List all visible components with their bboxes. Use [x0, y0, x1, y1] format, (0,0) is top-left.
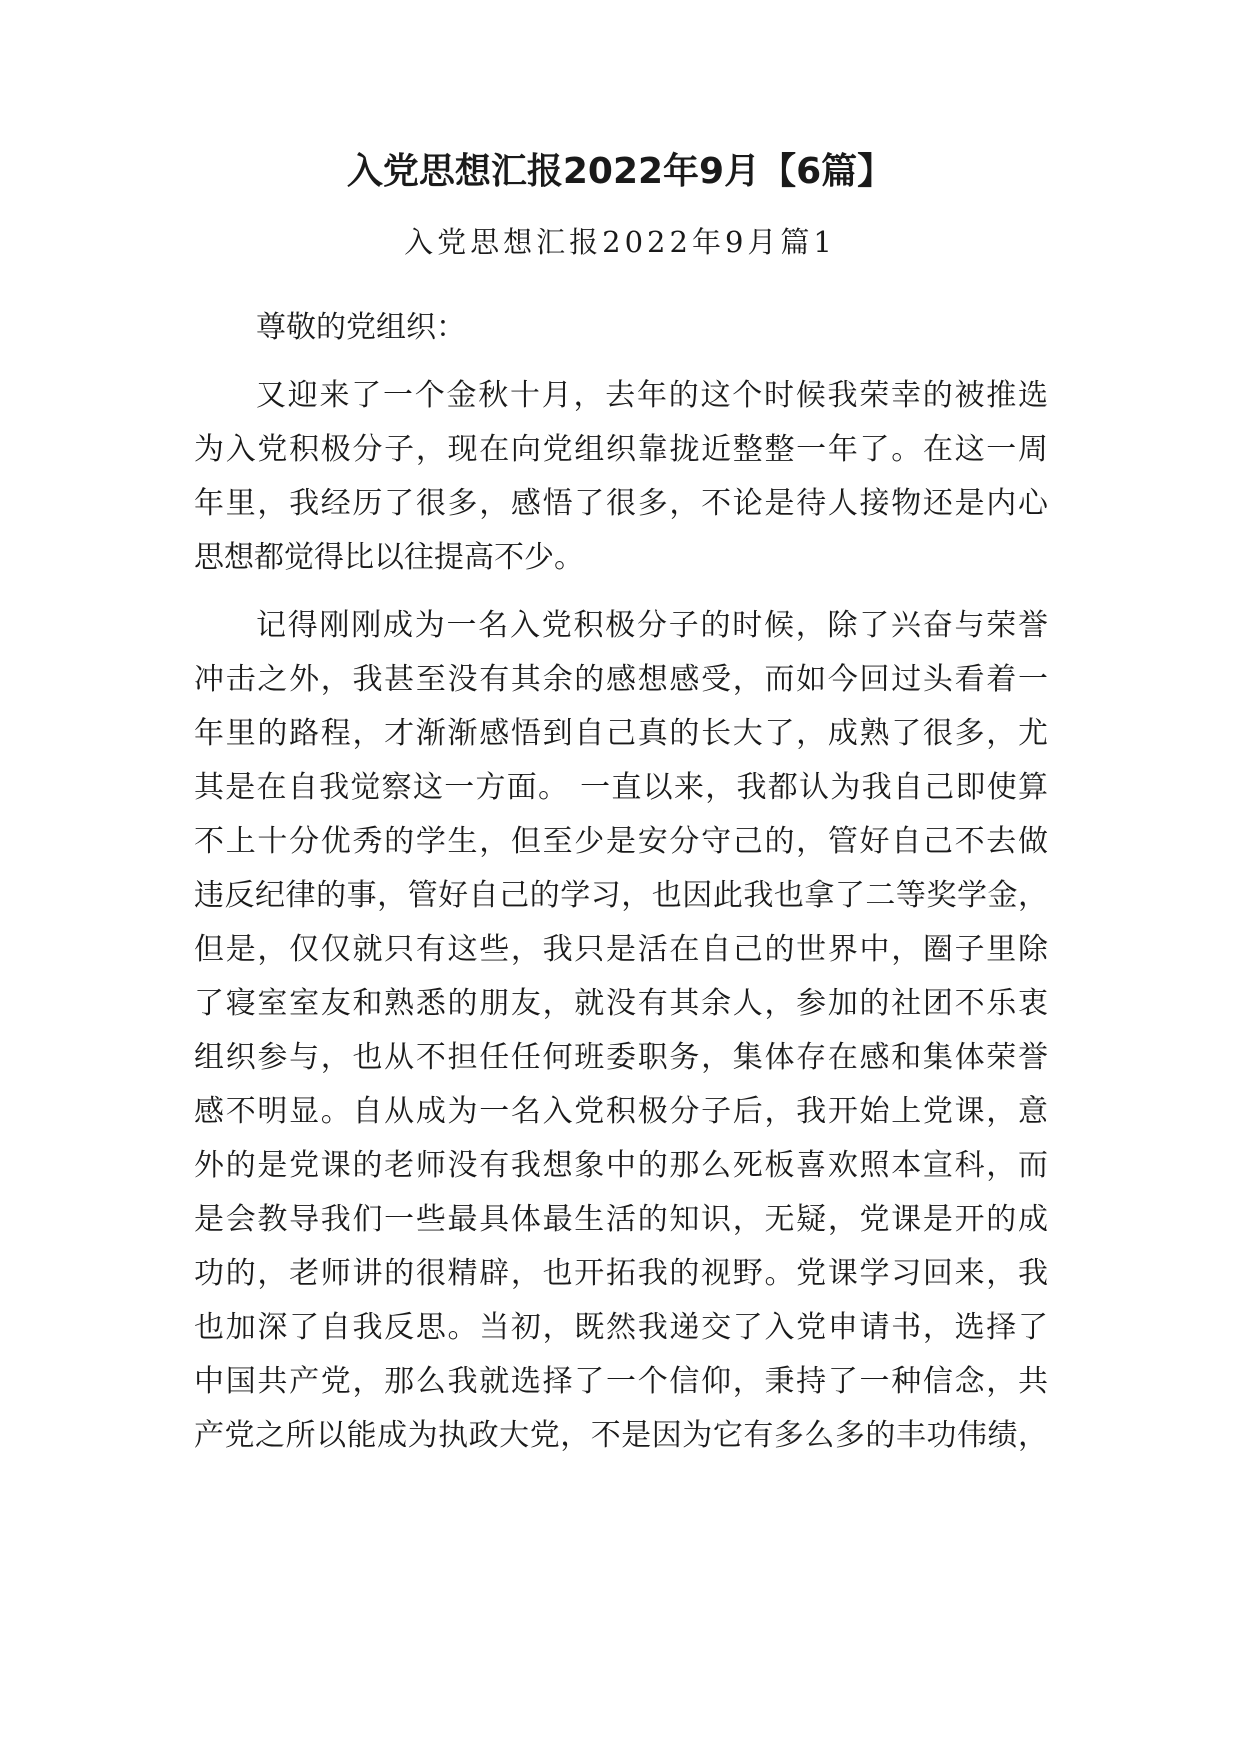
paragraph-line: 但是，仅仅就只有这些，我只是活在自己的世界中，圈子里除 [194, 932, 1048, 967]
paragraph-line: 感不明显。自从成为一名入党积极分子后，我开始上党课，意 [194, 1094, 1048, 1129]
paragraph-line: 违反纪律的事，管好自己的学习，也因此我也拿了二等奖学金， [194, 878, 1048, 913]
paragraph-line: 了寝室室友和熟悉的朋友，就没有其余人，参加的社团不乐衷 [194, 986, 1048, 1021]
salutation: 尊敬的党组织： [256, 310, 466, 345]
paragraph-line: 其是在自我觉察这一方面。 一直以来，我都认为我自己即使算 [194, 770, 1048, 805]
paragraph-line: 外的是党课的老师没有我想象中的那么死板喜欢照本宣科，而 [194, 1148, 1048, 1183]
paragraph-line: 组织参与，也从不担任任何班委职务，集体存在感和集体荣誉 [194, 1040, 1048, 1075]
paragraph-line: 年里的路程，才渐渐感悟到自己真的长大了，成熟了很多，尤 [194, 716, 1048, 751]
paragraph-line: 冲击之外，我甚至没有其余的感想感受，而如今回过头看着一 [194, 662, 1048, 697]
paragraph-line: 不上十分优秀的学生，但至少是安分守己的，管好自己不去做 [194, 824, 1048, 859]
section-heading: 入党思想汇报2022年9月篇1 [404, 225, 836, 259]
document-title: 入党思想汇报2022年9月【6篇】 [346, 151, 894, 192]
paragraph-line: 也加深了自我反思。当初，既然我递交了入党申请书，选择了 [194, 1310, 1048, 1345]
paragraph-line: 产党之所以能成为执政大党，不是因为它有多么多的丰功伟绩， [194, 1418, 1048, 1453]
paragraph-line: 是会教导我们一些最具体最生活的知识，无疑，党课是开的成 [194, 1202, 1048, 1237]
paragraph-line: 功的，老师讲的很精辟，也开拓我的视野。党课学习回来，我 [194, 1256, 1048, 1291]
paragraph-2 [194, 599, 1048, 1463]
paragraph-line: 年里，我经历了很多，感悟了很多，不论是待人接物还是内心 [194, 486, 1048, 521]
paragraph-line: 中国共产党，那么我就选择了一个信仰，秉持了一种信念，共 [194, 1364, 1048, 1399]
paragraph-line: 记得刚刚成为一名入党积极分子的时候，除了兴奋与荣誉 [256, 608, 1048, 643]
document-body [194, 301, 1048, 1477]
paragraph-line: 又迎来了一个金秋十月，去年的这个时候我荣幸的被推选 [256, 378, 1048, 413]
paragraph-1 [194, 369, 1048, 585]
paragraph-line: 为入党积极分子，现在向党组织靠拢近整整一年了。在这一周 [194, 432, 1048, 467]
paragraph-line: 思想都觉得比以往提高不少。 [194, 540, 584, 575]
